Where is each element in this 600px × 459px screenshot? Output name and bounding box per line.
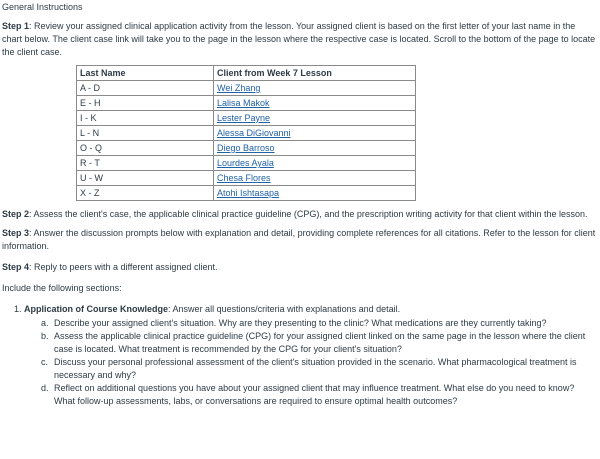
table-row [77,186,416,201]
step-2-label: Step 2 [2,209,30,219]
section-title: Application of Course Knowledge [24,304,169,314]
list-item [14,356,597,382]
client-link-atohi-ishtasapa[interactable]: Atohi Ishtasapa [217,188,280,198]
item-text: Reflect on additional questions you have about your assigned client that may influence treatment. What else do you need to know? What follow-up assessments, labs, or conversations are required to ensure optimal health outcomes? [54,383,575,406]
step-4-paragraph [2,261,597,274]
list-item [14,330,597,356]
last-name-range: X - Z [77,186,214,201]
section-number: 1. [14,304,22,314]
item-letter: b. [41,331,49,341]
table-header-row [77,66,416,81]
step-3-text: : Answer the discussion prompts below with explanation and detail, providing complete references for all citations. Refer to the lesson for client information. [2,228,596,251]
step-4-label: Step 4 [2,262,30,272]
last-name-range: E - H [77,96,214,111]
include-sections-text: Include the following sections: [2,283,122,293]
client-link-alessa-digiovanni[interactable]: Alessa DiGiovanni [217,128,291,138]
client-link-lalisa-makok[interactable]: Lalisa Makok [217,98,270,108]
step-1-label: Step 1 [2,21,30,31]
page-heading: General Instructions [2,2,83,12]
step-4-text: : Reply to peers with a different assigned client. [29,262,218,272]
item-text: Describe your assigned client's situation. Why are they presenting to the clinic? What medications are they currently taking? [54,318,547,328]
last-name-range: I - K [77,111,214,126]
table-row [77,141,416,156]
step-3-label: Step 3 [2,228,30,238]
table-row [77,171,416,186]
client-assignment-table [76,65,416,201]
client-link-wei-zhang[interactable]: Wei Zhang [217,83,261,93]
step-3-paragraph [2,227,597,253]
header-last-name: Last Name [77,66,214,81]
last-name-range: U - W [77,171,214,186]
last-name-range: O - Q [77,141,214,156]
item-text: Assess the applicable clinical practice guideline (CPG) for your assigned client linked on the same page in the lesson where the client case is located. What treatment is recommended by the CPG for your client's situation? [54,331,586,354]
item-letter: d. [41,383,49,393]
list-item [14,382,597,408]
step-2-paragraph [2,208,597,221]
item-text: Discuss your personal professional assessment of the client's situation provided in the scenario. What pharmacological treatment is necessary and why? [54,357,577,380]
list-item [14,317,597,330]
step-1-text: : Review your assigned clinical application activity from the lesson. Your assigned client is based on the first letter of your last name in the chart below. The client case link will take you to the page in the lesson where the respective case is located. Scroll to the bottom of the page to locate the client case. [2,21,596,57]
step-2-text: : Assess the client's case, the applicable clinical practice guideline (CPG), and the prescription writing activity for that client within the lesson. [29,209,588,219]
table-row [77,126,416,141]
client-link-chesa-flores[interactable]: Chesa Flores [217,173,271,183]
last-name-range: L - N [77,126,214,141]
table-row [77,156,416,171]
client-link-lourdes-ayala[interactable]: Lourdes Ayala [217,158,274,168]
table-row [77,96,416,111]
item-letter: c. [41,357,49,367]
table-row [77,111,416,126]
last-name-range: A - D [77,81,214,96]
section-subitems [14,317,597,408]
table-row [77,81,416,96]
client-link-lester-payne[interactable]: Lester Payne [217,113,271,123]
sections-list [2,303,597,408]
item-letter: a. [41,318,49,328]
header-client: Client from Week 7 Lesson [214,66,416,81]
step-1-paragraph [2,20,597,59]
section-item [2,303,597,408]
last-name-range: R - T [77,156,214,171]
client-link-diego-barroso[interactable]: Diego Barroso [217,143,275,153]
section-text: : Answer all questions/criteria with explanations and detail. [168,304,401,314]
